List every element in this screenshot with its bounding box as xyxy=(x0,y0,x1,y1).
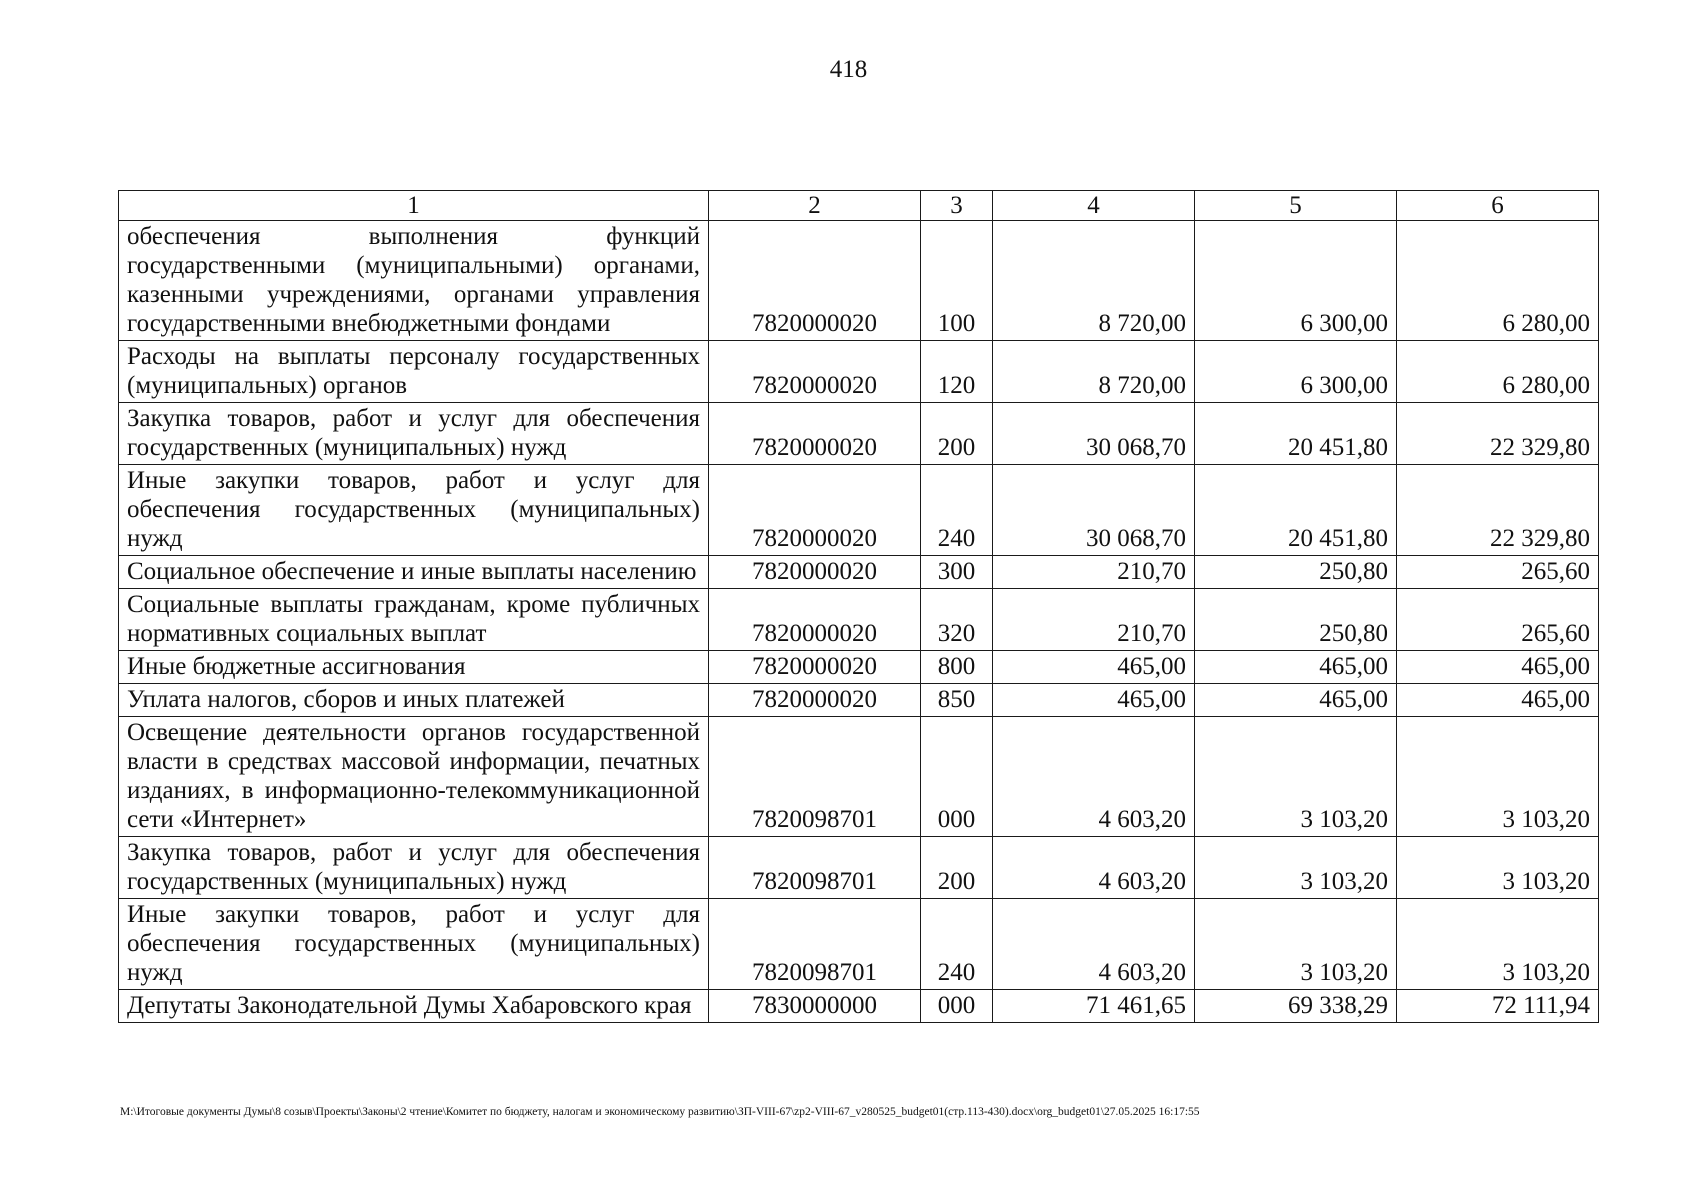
row-amount-1: 30 068,70 xyxy=(993,465,1195,556)
row-expense-type: 300 xyxy=(921,556,993,589)
row-amount-1: 210,70 xyxy=(993,589,1195,651)
row-amount-1: 8 720,00 xyxy=(993,221,1195,341)
row-amount-2: 69 338,29 xyxy=(1195,990,1397,1023)
row-amount-2: 3 103,20 xyxy=(1195,717,1397,837)
budget-table xyxy=(118,190,1599,1023)
row-amount-1: 71 461,65 xyxy=(993,990,1195,1023)
row-expense-type: 100 xyxy=(921,221,993,341)
row-amount-1: 30 068,70 xyxy=(993,403,1195,465)
row-amount-3: 465,00 xyxy=(1397,651,1599,684)
table-row xyxy=(119,651,1599,684)
column-header-1: 1 xyxy=(119,191,709,221)
table-row xyxy=(119,341,1599,403)
row-target-article: 7820098701 xyxy=(709,899,921,990)
column-header-5: 5 xyxy=(1195,191,1397,221)
row-name: Освещение деятельности органов государственной власти в средствах массовой информации, печатных изданиях, в информационно-телекоммуникационной сети «Интернет» xyxy=(119,717,709,837)
row-expense-type: 240 xyxy=(921,465,993,556)
row-amount-2: 3 103,20 xyxy=(1195,899,1397,990)
row-amount-3: 72 111,94 xyxy=(1397,990,1599,1023)
row-target-article: 7830000000 xyxy=(709,990,921,1023)
page-number: 418 xyxy=(829,56,868,83)
row-amount-1: 465,00 xyxy=(993,651,1195,684)
row-target-article: 7820000020 xyxy=(709,684,921,717)
table-header-row xyxy=(119,191,1599,221)
row-amount-2: 6 300,00 xyxy=(1195,221,1397,341)
row-amount-3: 265,60 xyxy=(1397,556,1599,589)
row-target-article: 7820000020 xyxy=(709,221,921,341)
row-target-article: 7820000020 xyxy=(709,465,921,556)
row-amount-2: 250,80 xyxy=(1195,556,1397,589)
table-row xyxy=(119,717,1599,837)
row-amount-1: 8 720,00 xyxy=(993,341,1195,403)
table-row xyxy=(119,837,1599,899)
table-row xyxy=(119,899,1599,990)
row-expense-type: 200 xyxy=(921,403,993,465)
column-header-2: 2 xyxy=(709,191,921,221)
row-expense-type: 000 xyxy=(921,717,993,837)
row-amount-1: 4 603,20 xyxy=(993,837,1195,899)
row-target-article: 7820098701 xyxy=(709,717,921,837)
row-name: Иные закупки товаров, работ и услуг для обеспечения государственных (муниципальных) нужд xyxy=(119,465,709,556)
row-expense-type: 120 xyxy=(921,341,993,403)
row-expense-type: 800 xyxy=(921,651,993,684)
row-amount-2: 20 451,80 xyxy=(1195,465,1397,556)
row-amount-1: 465,00 xyxy=(993,684,1195,717)
column-header-3: 3 xyxy=(921,191,993,221)
table-row xyxy=(119,684,1599,717)
row-name: Закупка товаров, работ и услуг для обеспечения государственных (муниципальных) нужд xyxy=(119,837,709,899)
row-amount-2: 6 300,00 xyxy=(1195,341,1397,403)
row-amount-3: 465,00 xyxy=(1397,684,1599,717)
row-name: Социальные выплаты гражданам, кроме публичных нормативных социальных выплат xyxy=(119,589,709,651)
row-amount-2: 465,00 xyxy=(1195,684,1397,717)
row-expense-type: 240 xyxy=(921,899,993,990)
row-name: Расходы на выплаты персоналу государственных (муниципальных) органов xyxy=(119,341,709,403)
row-expense-type: 200 xyxy=(921,837,993,899)
row-expense-type: 000 xyxy=(921,990,993,1023)
row-name: Уплата налогов, сборов и иных платежей xyxy=(119,684,709,717)
footer-file-path: M:\Итоговые документы Думы\8 созыв\Проекты\Законы\2 чтение\Комитет по бюджету, налогам и экономическому развитию\ЗП-VIII-67\zp2-VIII-67_v280525_budget01(стр.113-430).docx\org_budget01\27.05.2025 16:17:55 xyxy=(120,1106,1200,1118)
row-target-article: 7820000020 xyxy=(709,556,921,589)
row-target-article: 7820098701 xyxy=(709,837,921,899)
row-name: Закупка товаров, работ и услуг для обеспечения государственных (муниципальных) нужд xyxy=(119,403,709,465)
row-amount-1: 4 603,20 xyxy=(993,899,1195,990)
row-amount-3: 22 329,80 xyxy=(1397,403,1599,465)
row-target-article: 7820000020 xyxy=(709,589,921,651)
table-row xyxy=(119,589,1599,651)
row-amount-3: 3 103,20 xyxy=(1397,837,1599,899)
row-name: Социальное обеспечение и иные выплаты населению xyxy=(119,556,709,589)
row-amount-2: 250,80 xyxy=(1195,589,1397,651)
row-amount-3: 6 280,00 xyxy=(1397,221,1599,341)
row-amount-2: 20 451,80 xyxy=(1195,403,1397,465)
column-header-6: 6 xyxy=(1397,191,1599,221)
row-amount-3: 22 329,80 xyxy=(1397,465,1599,556)
row-amount-3: 6 280,00 xyxy=(1397,341,1599,403)
row-name: обеспечения выполнения функций государственными (муниципальными) органами, казенными учреждениями, органами управления государственными внебюджетными фондами xyxy=(119,221,709,341)
row-target-article: 7820000020 xyxy=(709,403,921,465)
row-name: Иные бюджетные ассигнования xyxy=(119,651,709,684)
row-name: Иные закупки товаров, работ и услуг для обеспечения государственных (муниципальных) нужд xyxy=(119,899,709,990)
row-amount-1: 4 603,20 xyxy=(993,717,1195,837)
table-row xyxy=(119,221,1599,341)
table-row xyxy=(119,990,1599,1023)
row-amount-1: 210,70 xyxy=(993,556,1195,589)
row-target-article: 7820000020 xyxy=(709,651,921,684)
row-amount-2: 465,00 xyxy=(1195,651,1397,684)
row-expense-type: 850 xyxy=(921,684,993,717)
row-amount-3: 265,60 xyxy=(1397,589,1599,651)
table-row xyxy=(119,556,1599,589)
column-header-4: 4 xyxy=(993,191,1195,221)
row-target-article: 7820000020 xyxy=(709,341,921,403)
table-row xyxy=(119,403,1599,465)
row-amount-3: 3 103,20 xyxy=(1397,899,1599,990)
row-amount-3: 3 103,20 xyxy=(1397,717,1599,837)
table-row xyxy=(119,465,1599,556)
row-amount-2: 3 103,20 xyxy=(1195,837,1397,899)
row-name: Депутаты Законодательной Думы Хабаровского края xyxy=(119,990,709,1023)
row-expense-type: 320 xyxy=(921,589,993,651)
